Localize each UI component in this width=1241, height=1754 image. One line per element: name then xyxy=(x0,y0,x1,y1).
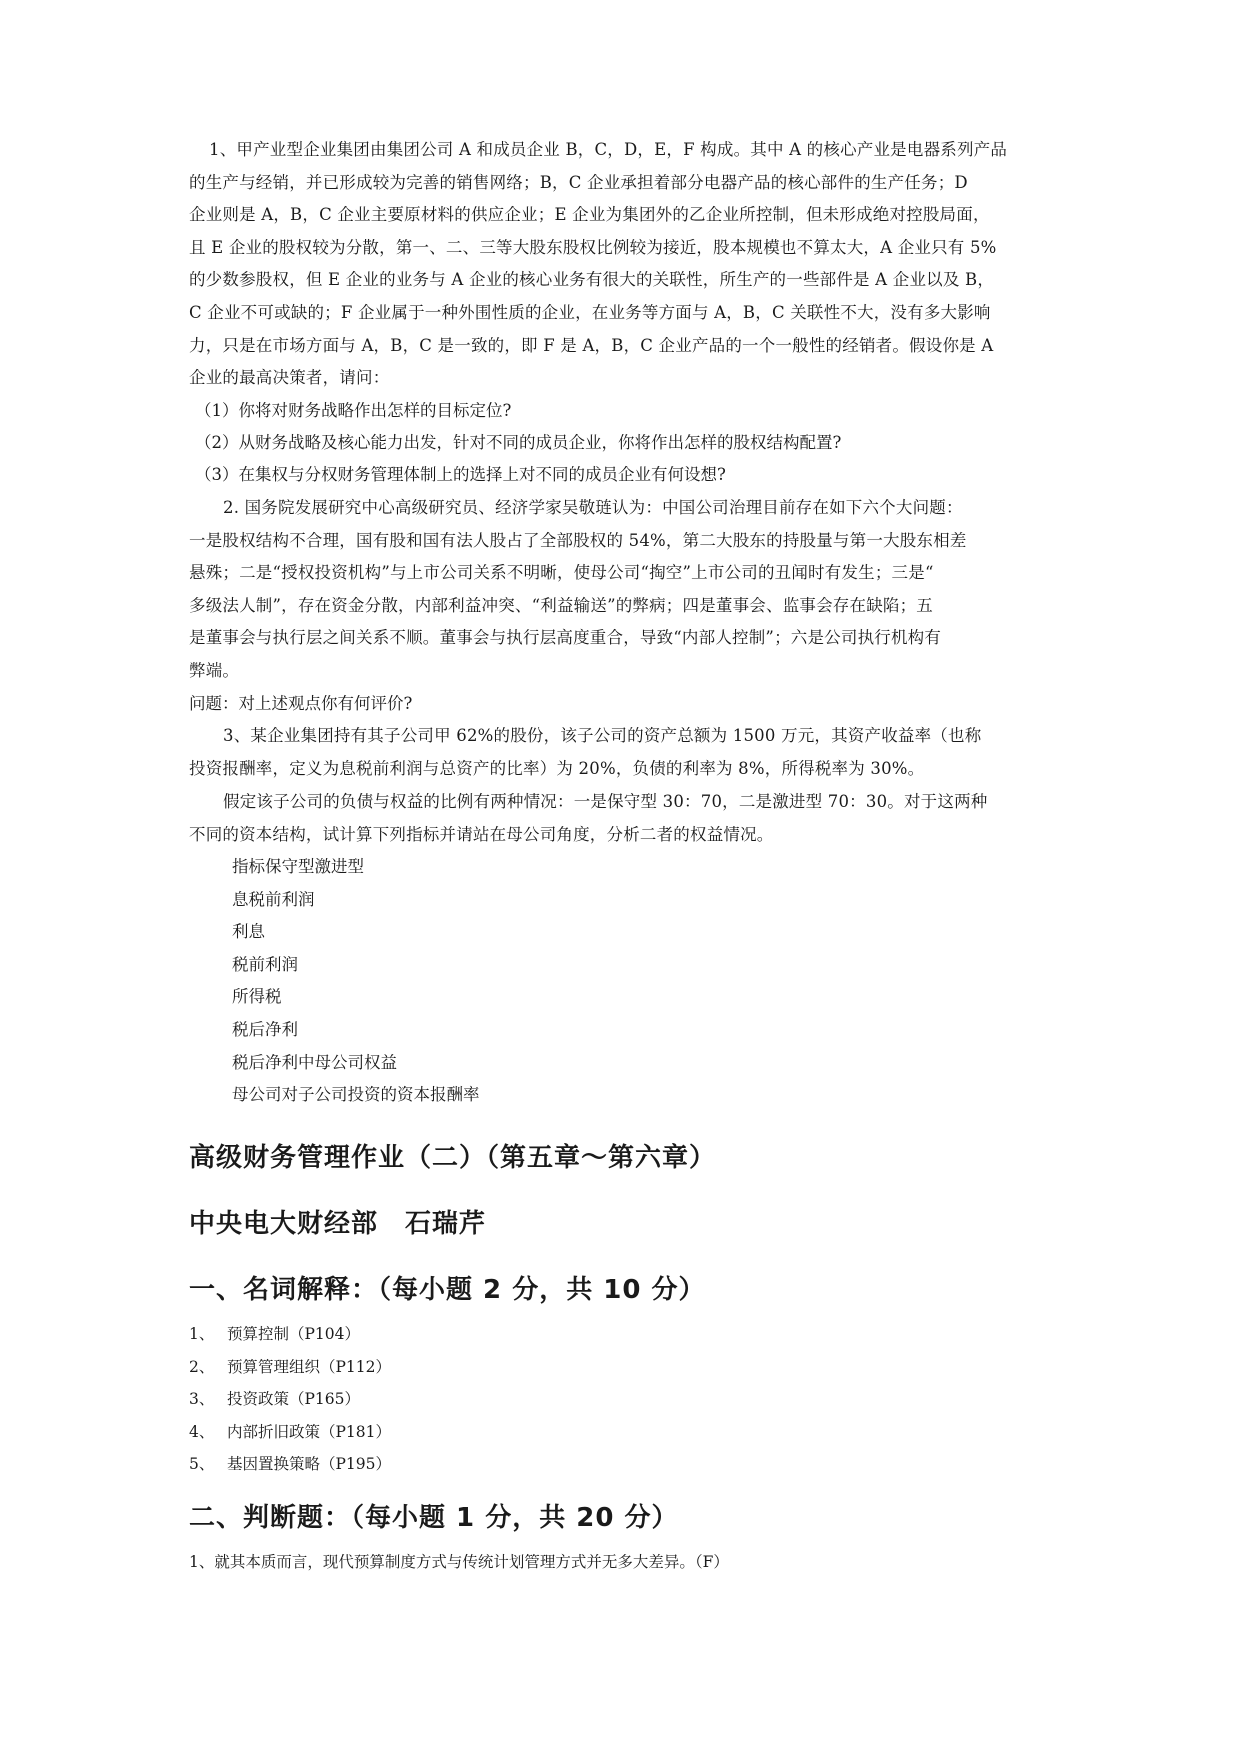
list-item: 4、 内部折旧政策（P181） xyxy=(189,1422,392,1441)
list-item: 1、 预算控制（P104） xyxy=(189,1325,361,1343)
indicator-row: 利息 xyxy=(232,922,265,942)
indicator-table xyxy=(232,851,480,1112)
question-3-paragraph-2 xyxy=(189,786,1061,851)
text-line: 弊端。 xyxy=(189,660,240,680)
question-2-prompt: 问题：对上述观点你有何评价? xyxy=(189,694,413,713)
text-line: 的生产与经销，并已形成较为完善的销售网络；B，C 企业承担着部分电器产品的核心部件的生产任务；D xyxy=(189,172,968,192)
text-line: 企业则是 A，B，C 企业主要原材料的供应企业；E 企业为集团外的乙企业所控制，但未形成绝对控股局面， xyxy=(189,205,990,225)
text-line: 力，只是在市场方面与 A，B，C 是一致的，即 F 是 A，B，C 企业产品的一个一般性的经销者。假设你是 A xyxy=(189,335,994,355)
text-line: 是董事会与执行层之间关系不顺。董事会与执行层高度重合，导致“内部人控制”；六是公司执行机构有 xyxy=(189,628,942,648)
indicator-row: 税前利润 xyxy=(232,954,298,974)
text-line: 1、甲产业型企业集团由集团公司 A 和成员企业 B，C，D，E，F 构成。其中 A 的核心产业是电器系列产品 xyxy=(209,140,1008,159)
text-line: 不同的资本结构，试计算下列指标并请站在母公司角度，分析二者的权益情况。 xyxy=(189,824,774,844)
text-line: 3、某企业集团持有其子公司甲 62%的股份，该子公司的资产总额为 1500 万元，其资产收益率（也称 xyxy=(223,726,982,745)
text-line: 2. 国务院发展研究中心高级研究员、经济学家吴敬琏认为：中国公司治理目前存在如下六个大问题： xyxy=(223,498,963,517)
question-1-sub-1: （1）你将对财务战略作出怎样的目标定位? xyxy=(195,401,512,420)
text-line: 假定该子公司的负债与权益的比例有两种情况：一是保守型 30：70，二是激进型 70：30。对于这两种 xyxy=(223,792,988,811)
question-3-paragraph xyxy=(189,720,1061,785)
list-item: 3、 投资政策（P165） xyxy=(189,1390,361,1409)
indicator-row: 息税前利润 xyxy=(232,889,315,909)
text-line: 悬殊；二是“授权投资机构”与上市公司关系不明晰，使母公司“掏空”上市公司的丑闻时有发生；三是“ xyxy=(189,563,934,583)
text-line: 投资报酬率，定义为息税前利润与总资产的比率）为 20%，负债的利率为 8%，所得税率为 30%。 xyxy=(189,758,925,778)
section-2-title: 二、判断题：（每小题 1 分，共 20 分） xyxy=(189,1503,679,1533)
section-1-title: 一、名词解释：（每小题 2 分，共 10 分） xyxy=(189,1275,706,1305)
indicator-row: 税后净利 xyxy=(232,1019,298,1039)
text-line: 一是股权结构不合理，国有股和国有法人股占了全部股权的 54%，第二大股东的持股量与第一大股东相差 xyxy=(189,530,967,550)
question-1-sub-3: （3）在集权与分权财务管理体制上的选择上对不同的成员企业有何设想? xyxy=(195,465,726,484)
assignment-title: 高级财务管理作业（二）（第五章～第六章） xyxy=(189,1143,717,1173)
list-item: 5、 基因置换策略（P195） xyxy=(189,1455,392,1474)
question-2-paragraph xyxy=(189,492,1061,688)
list-item: 2、 预算管理组织（P112） xyxy=(189,1357,392,1376)
author-heading: 中央电大财经部 石瑞芹 xyxy=(189,1209,487,1239)
text-line: C 企业不可或缺的；F 企业属于一种外围性质的企业，在业务等方面与 A，B，C 关联性不大，没有多大影响 xyxy=(189,302,991,322)
text-line: 企业的最高决策者，请问： xyxy=(189,368,390,388)
indicator-header-row: 指标保守型激进型 xyxy=(232,857,364,876)
text-line: 多级法人制”，存在资金分散，内部利益冲突、“利益输送”的弊病；四是董事会、监事会存在缺陷；五 xyxy=(189,595,934,615)
text-line: 且 E 企业的股权较为分散，第一、二、三等大股东股权比例较为接近，股本规模也不算太大，A 企业只有 5% xyxy=(189,237,997,257)
question-1-sub-2: （2）从财务战略及核心能力出发，针对不同的成员企业，你将作出怎样的股权结构配置? xyxy=(195,433,842,452)
judgment-item: 1、就其本质而言，现代预算制度方式与传统计划管理方式并无多大差异。（F） xyxy=(189,1553,729,1571)
indicator-row: 母公司对子公司投资的资本报酬率 xyxy=(232,1085,480,1105)
indicator-row: 所得税 xyxy=(232,987,282,1007)
text-line: 的少数参股权，但 E 企业的业务与 A 企业的核心业务有很大的关联性，所生产的一些部件是 A 企业以及 B， xyxy=(189,270,995,290)
term-list xyxy=(189,1318,391,1481)
indicator-row: 税后净利中母公司权益 xyxy=(232,1052,397,1072)
question-1-paragraph xyxy=(189,134,1061,395)
